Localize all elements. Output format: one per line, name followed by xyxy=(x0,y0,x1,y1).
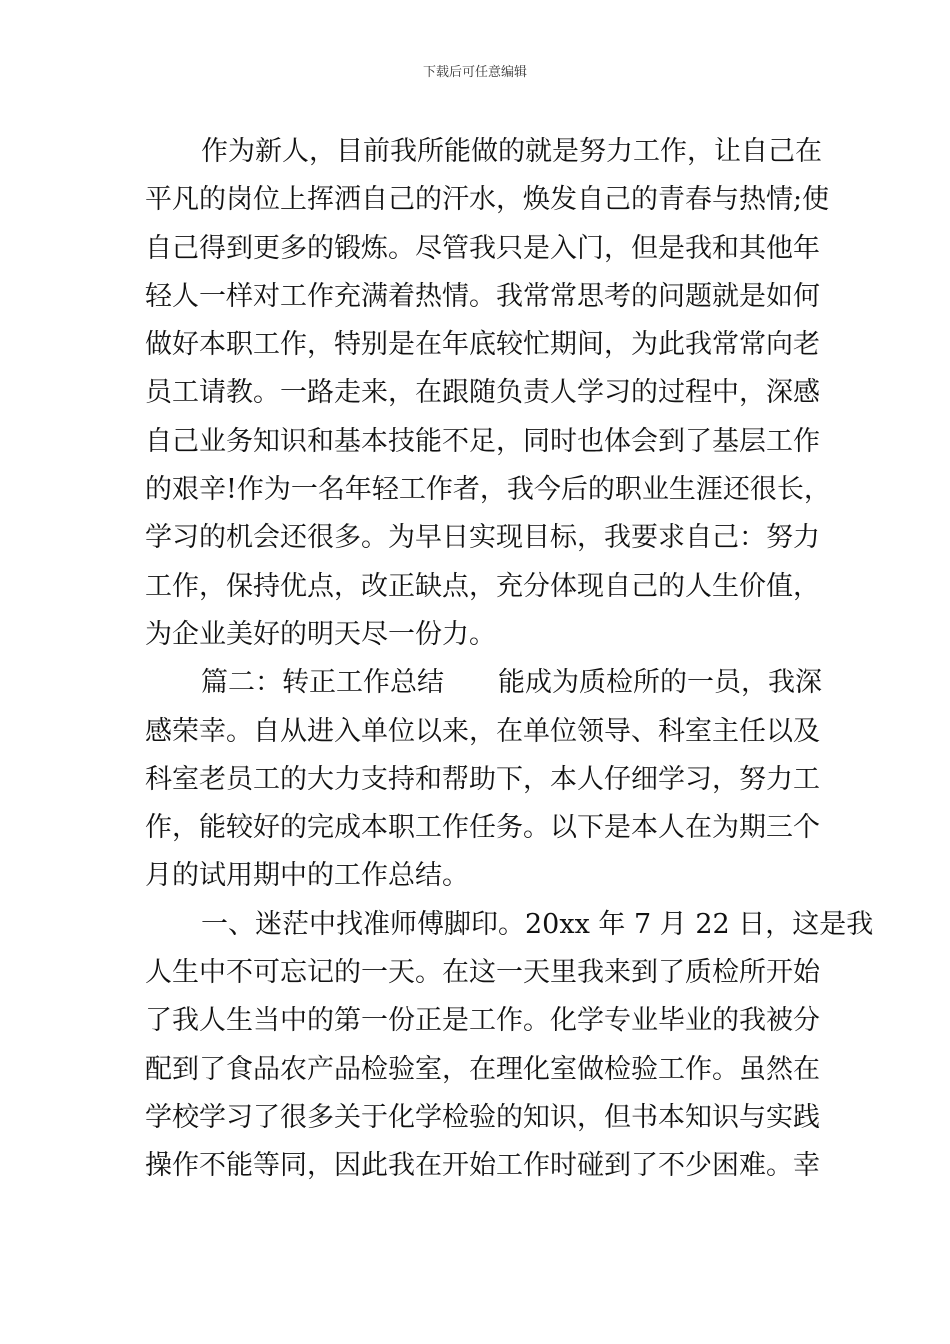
text-line: 篇二：转正工作总结 能成为质检所的一员，我深 xyxy=(201,667,822,699)
text-line: 操作不能等同，因此我在开始工作时碰到了不少困难。幸 xyxy=(145,1150,820,1182)
text-line: 自己业务知识和基本技能不足，同时也体会到了基层工作 xyxy=(145,425,820,457)
text-line: 作，能较好的完成本职工作任务。以下是本人在为期三个 xyxy=(145,812,820,844)
text-line: 科室老员工的大力支持和帮助下，本人仔细学习，努力工 xyxy=(145,763,820,795)
text-line: 的艰辛!作为一名年轻工作者，我今后的职业生涯还很长， xyxy=(145,474,831,506)
text-line: 学校学习了很多关于化学检验的知识，但书本知识与实践 xyxy=(145,1101,820,1133)
text-line: 月的试用期中的工作总结。 xyxy=(145,860,469,892)
text-line: 学习的机会还很多。为早日实现目标，我要求自己：努力 xyxy=(145,522,820,554)
text-line: 平凡的岗位上挥洒自己的汗水，焕发自己的青春与热情;使 xyxy=(145,184,830,216)
text-line: 做好本职工作，特别是在年底较忙期间，为此我常常向老 xyxy=(145,329,820,361)
text-line: 感荣幸。自从进入单位以来，在单位领导、科室主任以及 xyxy=(145,715,820,747)
text-line: 作为新人，目前我所能做的就是努力工作，让自己在 xyxy=(201,136,822,167)
text-line: 员工请教。一路走来，在跟随负责人学习的过程中，深感 xyxy=(145,377,820,409)
text-line: 自己得到更多的锻炼。尽管我只是入门，但是我和其他年 xyxy=(145,232,820,264)
text-line: 人生中不可忘记的一天。在这一天里我来到了质检所开始 xyxy=(145,957,820,989)
text-line: 为企业美好的明天尽一份力。 xyxy=(145,618,496,650)
text-line: 配到了食品农产品检验室，在理化室做检验工作。虽然在 xyxy=(145,1053,820,1085)
page-header: 下载后可任意编辑 xyxy=(422,65,527,80)
text-line: 轻人一样对工作充满着热情。我常常思考的问题就是如何 xyxy=(145,280,820,312)
text-line: 了我人生当中的第一份正是工作。化学专业毕业的我被分 xyxy=(145,1005,820,1037)
text-line: 一、迷茫中找准师傅脚印。20xx 年 7 月 22 日，这是我 xyxy=(201,908,874,940)
document-body xyxy=(145,128,874,1191)
text-line: 工作，保持优点，改正缺点，充分体现自己的人生价值， xyxy=(145,570,820,602)
